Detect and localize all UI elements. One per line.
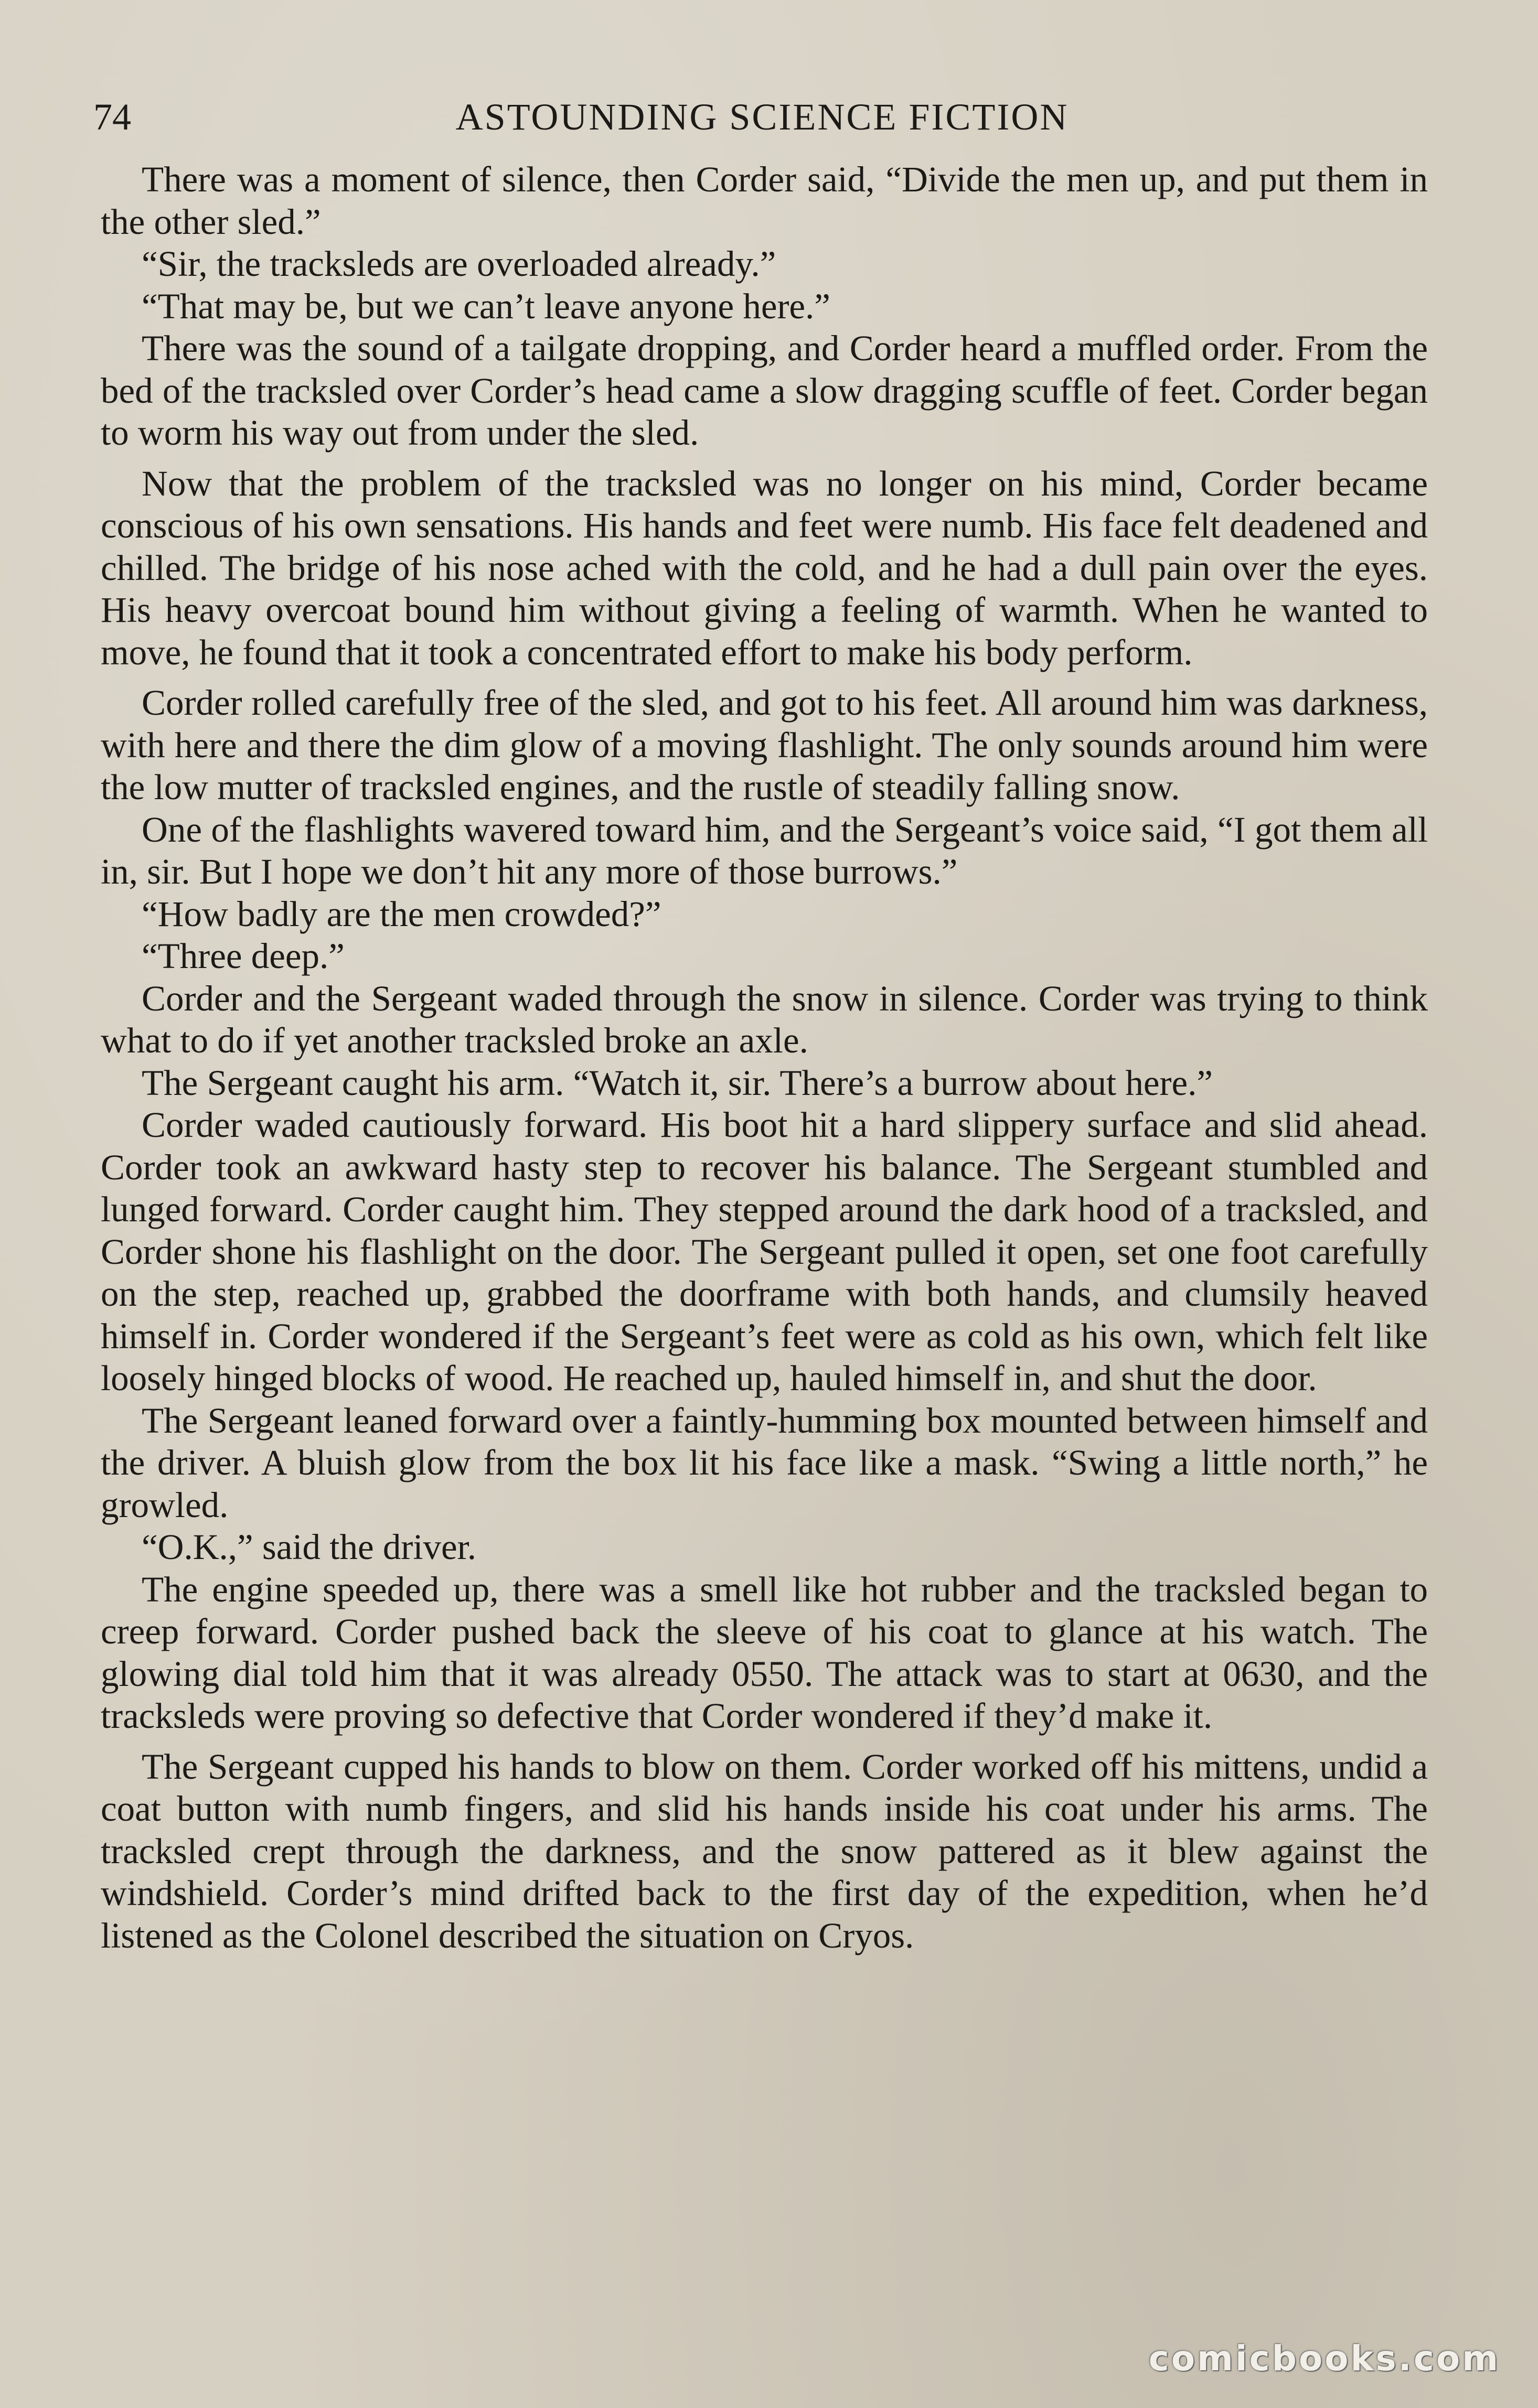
paragraph: The Sergeant cupped his hands to blow on them. Corder worked off his mittens, undid a coat button with numb fingers, and slid his hands inside his coat under his arms. The tracksled crept through the darkness, and the snow pattered as it blew against the windshield. Corder’s mind drifted back to the first day of the expedition, when he’d listened as the Colonel described the situation on Cryos. — [101, 1746, 1428, 1955]
paragraph: “O.K.,” said the driver. — [142, 1527, 477, 1567]
paragraph: “That may be, but we can’t leave anyone here.” — [142, 286, 830, 326]
running-head — [93, 88, 1431, 146]
paragraph: The Sergeant leaned forward over a faintly-humming box mounted between himself and the driver. A bluish glow from the box lit his face like a mask. “Swing a little north,” he growled. — [101, 1400, 1428, 1525]
paragraph: There was the sound of a tailgate dropping, and Corder heard a muffled order. From the bed of the tracksled over Corder’s head came a slow dragging scuffle of feet. Corder began to worm his way out from under the sled. — [101, 328, 1428, 453]
paragraph: One of the flashlights wavered toward him, and the Sergeant’s voice said, “I got them all in, sir. But I hope we don’t hit any more of those burrows.” — [101, 809, 1428, 891]
paragraph: Corder rolled carefully free of the sled, and got to his feet. All around him was darkness, with here and there the dim glow of a moving flashlight. The only sounds around him were the low mutter of tracksled engines, and the rustle of steadily falling snow. — [101, 683, 1428, 807]
story-text — [101, 158, 1428, 1956]
paragraph: The Sergeant caught his arm. “Watch it, sir. There’s a burrow about here.” — [142, 1062, 1213, 1103]
paragraph: Corder waded cautiously forward. His boot hit a hard slippery surface and slid ahead. Corder took an awkward hasty step to recover his balance. The Sergeant stumbled and lunged forward. Corder caught him. They stepped around the dark hood of a tracksled, and Corder shone his flashlight on the door. The Sergeant pulled it open, set one foot carefully on the step, reached up, grabbed the doorframe with both hands, and clumsily heaved himself in. Corder wondered if the Sergeant’s feet were as cold as his own, which felt like loosely hinged blocks of wood. He reached up, hauled himself in, and shut the door. — [101, 1105, 1428, 1398]
paragraph: Corder and the Sergeant waded through the snow in silence. Corder was trying to think what to do if yet another tracksled broke an axle. — [101, 978, 1428, 1060]
paragraph: There was a moment of silence, then Corder said, “Divide the men up, and put them in the other sled.” — [101, 159, 1428, 242]
site-watermark: comicbooks.com — [1148, 2338, 1500, 2379]
paragraph: “How badly are the men crowded?” — [142, 894, 661, 934]
page-number: 74 — [93, 96, 131, 138]
journal-title: ASTOUNDING SCIENCE FICTION — [455, 96, 1069, 138]
paragraph: “Sir, the tracksleds are overloaded already.” — [142, 244, 776, 284]
paragraph: “Three deep.” — [142, 936, 345, 976]
paragraph: Now that the problem of the tracksled was no longer on his mind, Corder became conscious of his own sensations. His hands and feet were numb. His face felt deadened and chilled. The bridge of his nose ached with the cold, and he had a dull pain over the eyes. His heavy overcoat bound him without giving a feeling of warmth. When he wanted to move, he found that it took a concentrated effort to make his body perform. — [101, 463, 1428, 672]
paragraph: The engine speeded up, there was a smell like hot rubber and the tracksled began to creep forward. Corder pushed back the sleeve of his coat to glance at his watch. The glowing dial told him that it was already 0550. The attack was to start at 0630, and the tracksleds were proving so defective that Corder wondered if they’d make it. — [101, 1569, 1428, 1736]
